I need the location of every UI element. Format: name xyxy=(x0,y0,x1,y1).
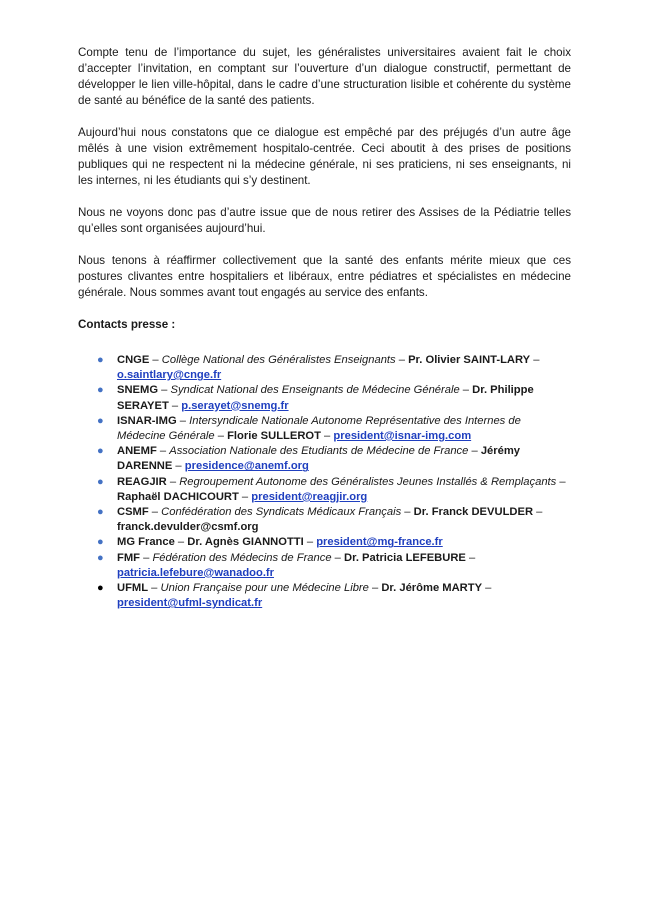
separator: – xyxy=(148,506,162,519)
contact-full-name: Intersyndicale Nationale Autonome Représentative des Internes de Médecine Générale xyxy=(117,414,521,443)
contact-email-link[interactable]: president@ufml-syndicat.fr xyxy=(117,597,263,610)
separator: – xyxy=(149,354,162,366)
separator: – xyxy=(140,551,153,564)
contact-email-link[interactable]: presidence@anemf.org xyxy=(184,460,309,473)
contact-acronym: ISNAR-IMG xyxy=(117,414,177,427)
contact-acronym: SNEMG xyxy=(117,384,159,397)
contact-person: Dr. Franck DEVULDER xyxy=(413,506,534,519)
separator: – xyxy=(556,475,566,488)
separator: – xyxy=(320,430,334,443)
contact-reagjir xyxy=(78,475,571,505)
separator: – xyxy=(158,384,171,397)
contact-mg-france xyxy=(78,535,571,550)
contact-acronym: CSMF xyxy=(117,506,149,519)
contact-csmf xyxy=(78,505,571,535)
bullet-icon: ● xyxy=(97,445,104,458)
separator: – xyxy=(533,506,543,519)
contact-full-name: Regroupement Autonome des Généralistes Jeunes Installés & Remplaçants xyxy=(179,475,557,488)
separator: – xyxy=(530,354,540,366)
separator: – xyxy=(401,506,414,519)
contact-acronym: MG France xyxy=(117,536,175,549)
separator: – xyxy=(482,582,492,595)
paragraph-3: Nous ne voyons donc pas d’autre issue que de nous retirer des Assises de la Pédiatrie telles qu’elles sont organisées aujourd’hui. xyxy=(78,206,571,235)
contact-acronym: ANEMF xyxy=(117,445,157,458)
separator: – xyxy=(395,354,409,366)
separator: – xyxy=(468,445,481,458)
contact-person: Pr. Olivier SAINT-LARY xyxy=(408,354,531,366)
contact-acronym: REAGJIR xyxy=(117,475,167,488)
separator: – xyxy=(156,445,170,458)
separator: – xyxy=(368,582,382,595)
contacts-list xyxy=(78,353,571,611)
contacts-heading: Contacts presse : xyxy=(78,318,176,331)
contact-full-name: Association Nationale des Etudiants de Médecine de France xyxy=(169,445,469,458)
contact-fmf xyxy=(78,551,571,581)
contact-full-name: Collège National des Généralistes Enseignants xyxy=(161,354,396,366)
contact-email-link[interactable]: o.saintlary@cnge.fr xyxy=(117,369,222,382)
bullet-icon: ● xyxy=(97,414,104,427)
contact-person: Raphaël DACHICOURT xyxy=(117,490,239,503)
separator: – xyxy=(331,551,345,564)
bullet-icon: ● xyxy=(97,551,104,564)
bullet-icon: ● xyxy=(97,536,104,549)
contact-email-link[interactable]: president@isnar-img.com xyxy=(333,430,472,443)
separator: – xyxy=(465,551,476,564)
bullet-icon: ● xyxy=(97,384,104,397)
contact-email-link[interactable]: p.serayet@snemg.fr xyxy=(181,399,289,412)
separator: – xyxy=(303,536,317,549)
separator: – xyxy=(166,475,180,488)
contact-acronym: UFML xyxy=(117,582,149,595)
contact-person: Dr. Philippe SERAYET xyxy=(117,384,534,412)
contact-email: franck.devulder@csmf.org xyxy=(117,521,259,534)
separator: – xyxy=(148,582,161,595)
bullet-icon: ● xyxy=(97,354,104,366)
contact-snemg xyxy=(78,383,571,413)
bullet-icon: ● xyxy=(97,582,104,595)
contact-full-name: Syndicat National des Enseignants de Médecine Générale xyxy=(170,384,460,397)
contact-full-name: Fédération des Médecins de France xyxy=(152,551,332,564)
separator: – xyxy=(238,490,252,503)
separator: – xyxy=(174,536,188,549)
contact-email-link[interactable]: patricia.lefebure@wanadoo.fr xyxy=(117,566,275,579)
document-page xyxy=(78,45,571,611)
contact-isnar-img xyxy=(78,414,571,444)
contact-anemf xyxy=(78,444,571,474)
paragraph-1: Compte tenu de l’importance du sujet, les généralistes universitaires avaient fait le choix d’accepter l’invitation, en comptant sur l’ouverture d’un dialogue constructif, permettant de développer le lien ville-hôpital, dans le cadre d’une structuration lisible et cohérente du système de santé au bénéfice de la santé des patients. xyxy=(78,46,571,107)
contact-person: Dr. Agnès GIANNOTTI xyxy=(187,536,304,549)
separator: – xyxy=(168,399,182,412)
contact-full-name: Union Française pour une Médecine Libre xyxy=(160,582,369,595)
contact-email-link[interactable]: president@reagjir.org xyxy=(251,490,368,503)
contact-ufml xyxy=(78,581,571,611)
contact-person: Florie SULLEROT xyxy=(227,430,321,443)
separator: – xyxy=(176,414,190,427)
contact-full-name: Confédération des Syndicats Médicaux Français xyxy=(161,506,402,519)
contact-cnge xyxy=(78,353,571,383)
bullet-icon: ● xyxy=(97,475,104,488)
separator: – xyxy=(214,430,228,443)
contact-acronym: CNGE xyxy=(117,354,150,366)
paragraph-4: Nous tenons à réaffirmer collectivement que la santé des enfants mérite mieux que ces postures clivantes entre hospitaliers et libéraux, entre pédiatres et spécialistes en médecine générale. Nous sommes avant tout engagés au service des enfants. xyxy=(78,254,571,299)
bullet-icon: ● xyxy=(97,506,104,519)
contact-person: Jérémy DARENNE xyxy=(117,445,521,473)
separator: – xyxy=(459,384,473,397)
contact-person: Dr. Patricia LEFEBURE xyxy=(344,551,466,564)
contact-acronym: FMF xyxy=(117,551,140,564)
separator: – xyxy=(172,460,185,473)
paragraph-2: Aujourd’hui nous constatons que ce dialogue est empêché par des préjugés d’un autre âge mêlés à une vision extrêmement hospitalo-centrée. Ceci aboutit à des prises de positions publiques qui ne respectent ni la médecine générale, ni ses praticiens, ni ses enseignants, ni les internes, ni les étudiants qui s’y destinent. xyxy=(78,126,571,187)
contact-email-link[interactable]: president@mg-france.fr xyxy=(316,536,443,549)
contact-person: Dr. Jérôme MARTY xyxy=(381,582,483,595)
